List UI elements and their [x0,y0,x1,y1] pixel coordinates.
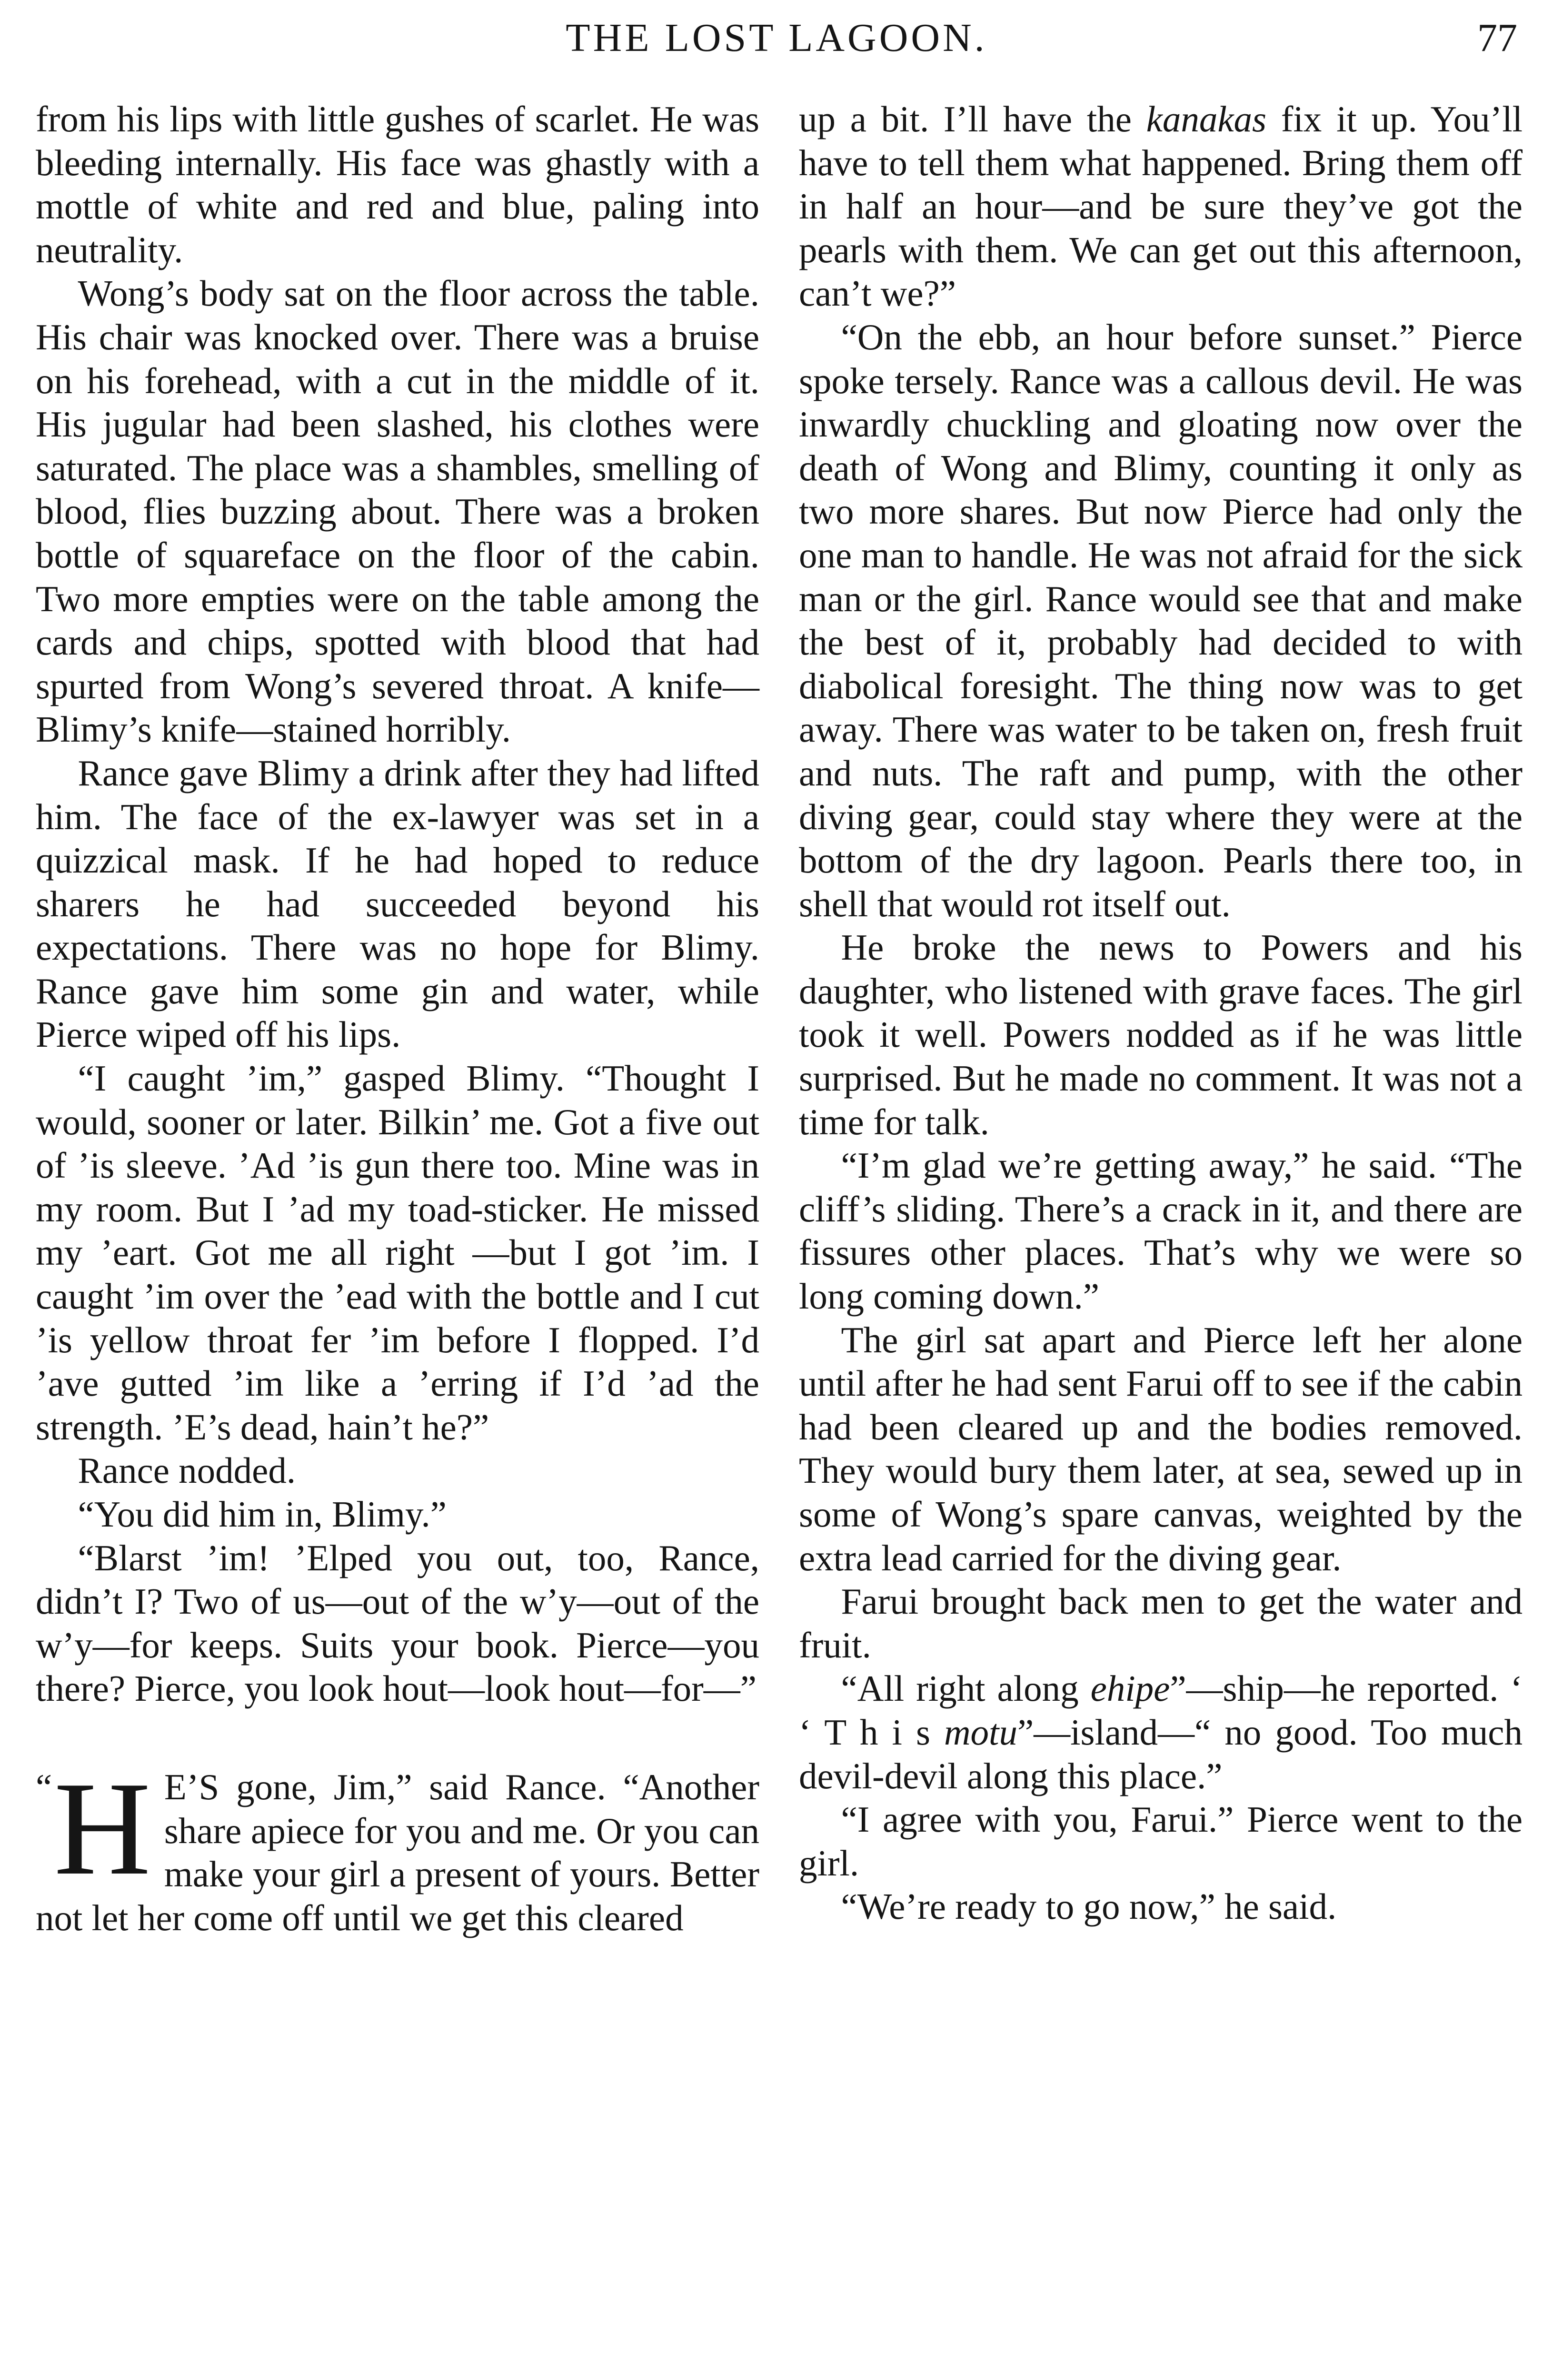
paragraph: “I’m glad we’re getting away,” he said. “The cliff’s sliding. There’s a crack in it, and there are fissures other places. That’s why we were so long coming down.” [799,1145,1523,1317]
italic-word: motu [944,1711,1017,1753]
running-title: THE LOST LAGOON. [566,16,987,60]
page-number: 77 [1477,16,1517,60]
paragraph [799,98,1523,316]
text-run: ”—island—“ no good. Too much devil-devil along this place.” [799,1711,1523,1796]
text-run: fix it up. You’ll have to tell them what happened. Bring them off in half an hour—and be sure they’ve got the pearls with them. We can get out this afternoon, can’t we?” [799,99,1523,314]
italic-word: kanakas [1146,99,1266,139]
drop-cap: H [54,1754,151,1903]
right-column [799,98,1523,1929]
paragraph: Rance gave Blimy a drink after they had lifted him. The face of the ex-lawyer was set in a quizzical mask. If he had hoped to reduce sharers he had succeeded beyond his expectations. There was no hope for Blimy. Rance gave him some gin and water, while Pierce wiped off his lips. [36,752,759,1055]
section-opening-paragraph [36,1754,759,1940]
running-head [36,10,1517,67]
paragraph: “On the ebb, an hour before sunset.” Pierce spoke tersely. Rance was a callous devil. He was inwardly chuckling and gloating now over the death of Wong and Blimy, counting it only as two more shares. But now Pierce had only the one man to handle. He was not afraid for the sick man or the girl. Rance would see that and make the best of it, probably had decided to with diabolical foresight. The thing now was to get away. There was water to be taken on, fresh fruit and nuts. The raft and pump, with the other diving gear, could stay where they were at the bottom of the dry lagoon. Pearls there too, in shell that would rot itself out. [799,316,1523,924]
paragraph: from his lips with little gushes of scarlet. He was bleeding internally. His face was ghastly with a mottle of white and red and blue, paling into neutrality. [36,99,759,270]
paragraph: He broke the news to Powers and his daughter, who listened with grave faces. The girl took it well. Powers nodded as if he was little surprised. But he made no comment. It was not a time for talk. [799,927,1523,1142]
paragraph: Farui brought back men to get the water and fruit. [799,1581,1523,1666]
left-column [36,98,759,1940]
text-run: “All right along [841,1668,1091,1709]
italic-word: ehipe [1090,1668,1170,1709]
paragraph [799,1667,1523,1798]
paragraph: “You did him in, Blimy.” [78,1494,447,1535]
paragraph: “I caught ’im,” gasped Blimy. “Thought I would, sooner or later. Bilkin’ me. Got a five out of ’is sleeve. ’Ad ’is gun there too. Mine was in my room. But I ’ad my toad-sticker. He missed my ’eart. Got me all right —but I got ’im. I caught ’im over the ’ead with the bottle and I cut ’is yellow throat fer ’im before I flopped. I’d ’ave gutted ’im like a ’erring if I’d ’ad the strength. ’E’s dead, hain’t he?” [36,1058,759,1448]
paragraph: “Blarst ’im! ’Elped you out, too, Rance, didn’t I? Two of us—out of the w’y—out of the w’y—for keeps. Suits your book. Pierce—you there? Pierce, you look hout—look hout—for—” [36,1537,759,1709]
paragraph: “I agree with you, Farui.” Pierce went to the girl. [799,1799,1523,1884]
text-run: up a bit. I’ll have the [799,99,1146,139]
paragraph: Rance nodded. [78,1450,296,1491]
paragraph-text: E’S gone, Jim,” said Rance. “Another share apiece for you and me. Or you can make your girl a present of yours. Better not let her come off until we get this cleared [36,1766,759,1938]
text-run: ”—ship—he reported. ‘ ‘ T h i s [799,1668,1523,1753]
paragraph: The girl sat apart and Pierce left her alone until after he had sent Farui off to see if the cabin had been cleared up and the bodies removed. They would bury them later, at sea, sewed up in some of Wong’s spare canvas, weighted by the extra lead carried for the diving gear. [799,1319,1523,1578]
paragraph: Wong’s body sat on the floor across the table. His chair was knocked over. There was a bruise on his forehead, with a cut in the middle of it. His jugular had been slashed, his clothes were saturated. The place was a shambles, smelling of blood, flies buzzing about. There was a broken bottle of squareface on the floor of the cabin. Two more empties were on the table among the cards and chips, spotted with blood that had spurted from Wong’s severed throat. A knife—Blimy’s knife—stained horribly. [36,273,759,750]
opening-quote: “ [36,1766,52,1807]
paragraph: “We’re ready to go now,” he said. [841,1886,1337,1927]
